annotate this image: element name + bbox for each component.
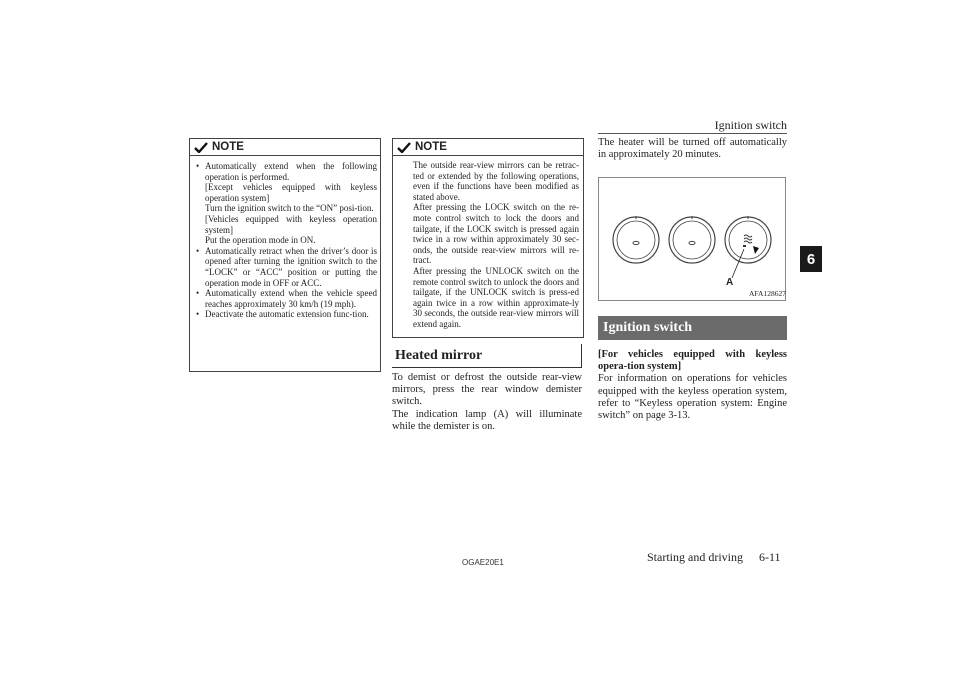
heater-off-text: The heater will be turned off automatically in approximately 20 minutes.	[598, 137, 787, 161]
figure-code: AFA128627	[749, 289, 786, 298]
note2-para-1: The outside rear-view mirrors can be retrac-ted or extended by the following operations, even if the functions have been modified as stated above.	[413, 160, 579, 202]
check-note-icon	[194, 142, 208, 153]
note-heading: NOTE	[393, 139, 583, 156]
heated-mirror-para-2: The indication lamp (A) will illuminate while the demister is on.	[392, 408, 582, 432]
ignition-switch-heading: Ignition switch	[598, 316, 787, 340]
check-note-icon	[397, 142, 411, 153]
note-box-1	[189, 138, 381, 372]
header-rule	[598, 133, 787, 134]
note1-item-1: • Automatically extend when the following operation is performed. [Except vehicles equipped with keyless operation system] Turn the ignition switch to the “ON” posi-tion. [Vehicles equipped with keyless operation system] Put the operation mode in ON.	[193, 161, 377, 246]
keyless-info-text: For information on operations for vehicles equipped with the keyless operation system, refer to “Keyless operation system: Engine switch” on page 3-13.	[598, 373, 787, 422]
page-number: 6-11	[759, 550, 781, 564]
note-heading: NOTE	[190, 139, 380, 156]
note1-list	[193, 161, 377, 320]
note2-para-2: After pressing the LOCK switch on the re-mote control switch to lock the doors and tailgate, if the LOCK switch is pressed again twice in a row within approximately 30 sec-onds, the outside rear-view mirrors will re-tract.	[413, 202, 579, 266]
note-box-2	[392, 138, 584, 338]
chapter-tab: 6	[800, 246, 822, 272]
section-name: Starting and driving	[647, 550, 743, 564]
heated-mirror-heading: Heated mirror	[392, 344, 582, 368]
note2-para-3: After pressing the UNLOCK switch on the remote control switch to unlock the doors and tailgate, if the UNLOCK switch is press-ed again twice in a row within approximate-ly 30 seconds, the outside rear-view mirrors will extend again.	[413, 265, 579, 329]
callout-a-label: A	[726, 277, 734, 288]
note1-item-3: • Automatically extend when the vehicle speed reaches approximately 30 km/h (19 mph).	[193, 288, 377, 309]
switch-panel-illustration	[599, 178, 785, 300]
demister-switch-figure	[598, 177, 786, 301]
note1-item-2: • Automatically retract when the driver’s door is opened after turning the ignition switch to the “LOCK” or “ACC” position or putting the operation mode in OFF or ACC.	[193, 246, 377, 288]
keyless-condition: [For vehicles equipped with keyless opera-tion system]	[598, 349, 787, 373]
note1-item-4: • Deactivate the automatic extension func-tion.	[193, 309, 377, 320]
doc-code: OGAE20E1	[462, 558, 504, 567]
running-header: Ignition switch	[714, 118, 787, 132]
heated-mirror-para-1: To demist or defrost the outside rear-view mirrors, press the rear window demister switch.	[392, 372, 582, 408]
